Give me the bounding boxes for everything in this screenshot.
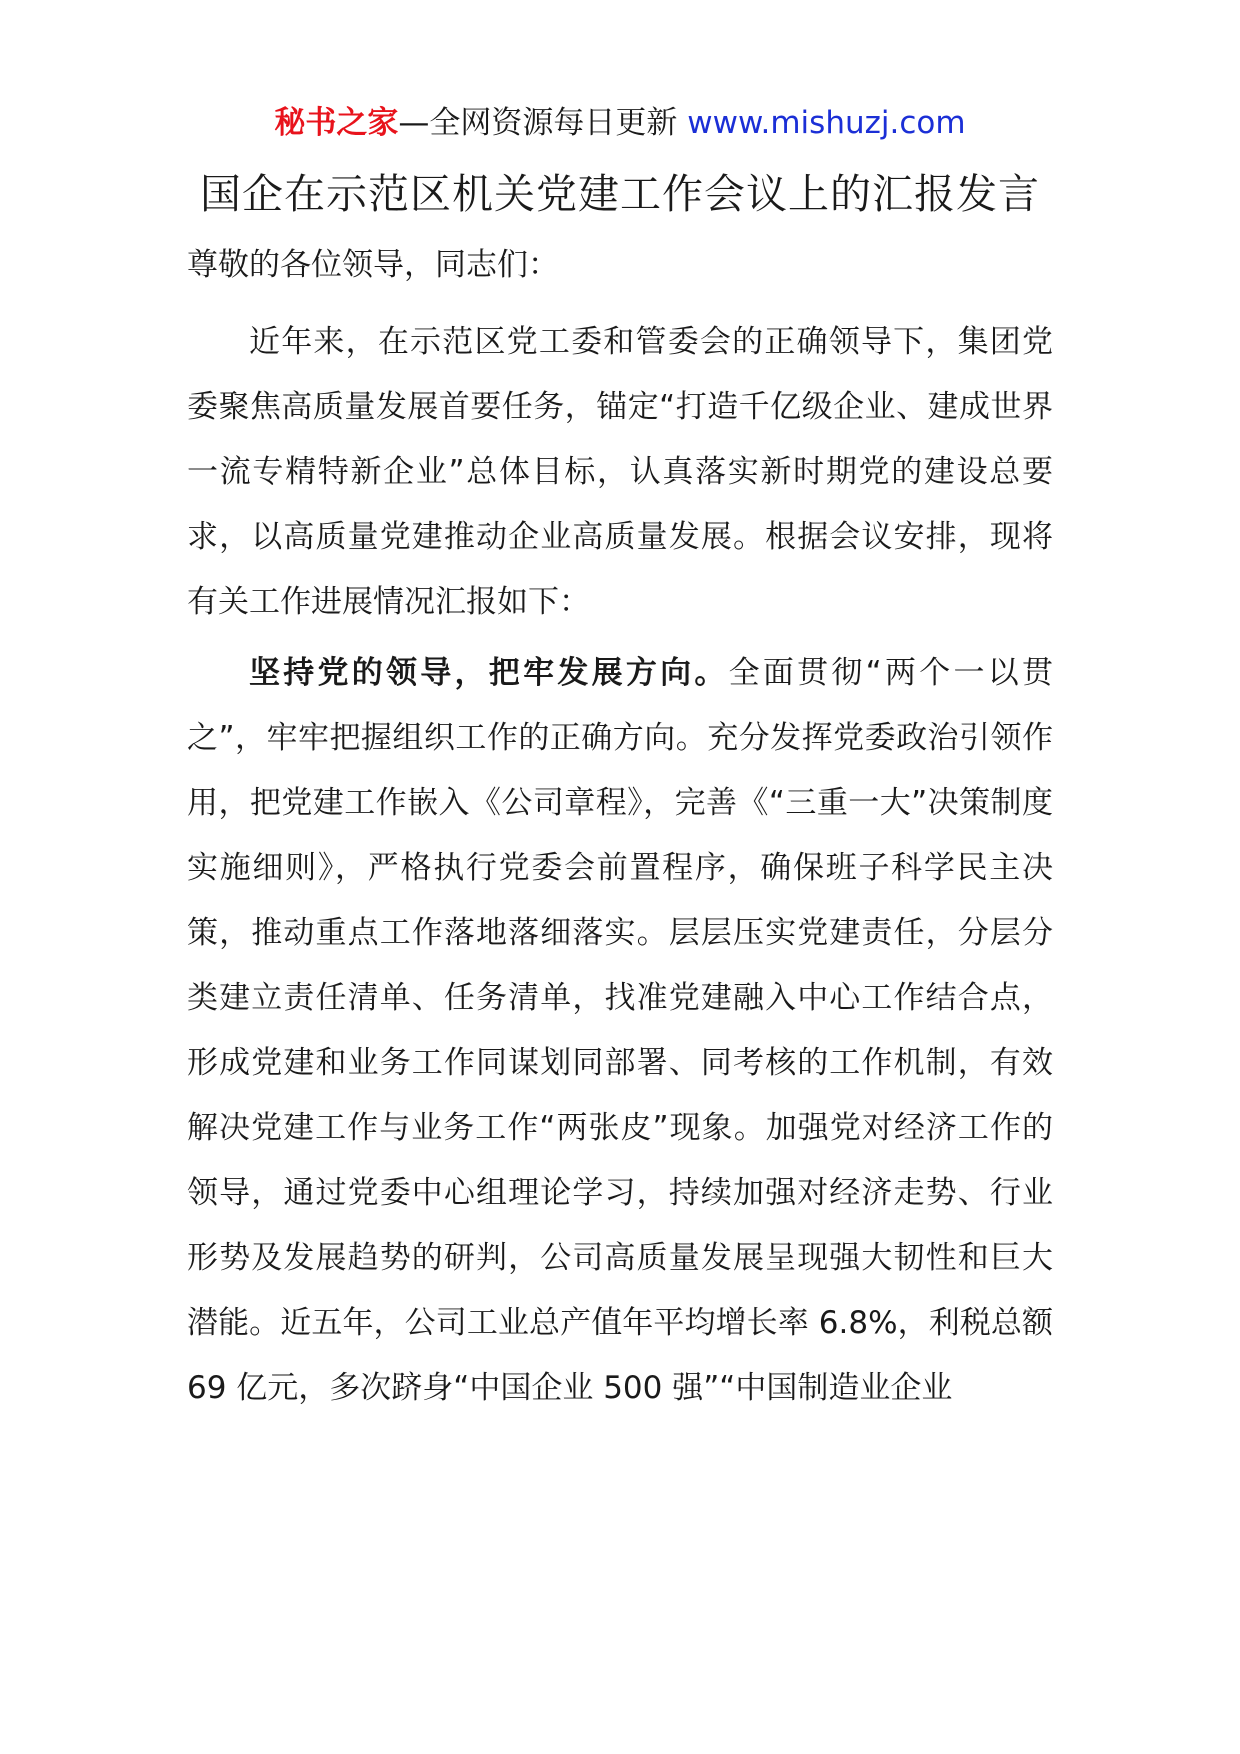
header-tagline: —全网资源每日更新 [398, 105, 678, 141]
paragraph-text: 全面贯彻“两个一以贯之”，牢牢把握组织工作的正确方向。充分发挥党委政治引领作用，把党建工作嵌入《公司章程》，完善《“三重一大”决策制度实施细则》，严格执行党委会前置程序，确保班子科学民主决策，推动重点工作落地落细落实。层层压实党建责任，分层分类建立责任清单、任务清单，找准党建融入中心工作结合点，形成党建和业务工作同谋划同部署、同考核的工作机制，有效解决党建工作与业务工作“两张皮”现象。加强党对经济工作的领导，通过党委中心组理论学习，持续加强对经济走势、行业形势及发展趋势的研判，公司高质量发展呈现强大韧性和巨大潜能。近五年，公司工业总产值年平均增长率 6.8%，利税总额69 亿元，多次跻身“中国企业 500 强”“中国制造业企业 [187, 655, 1054, 1406]
document-body [187, 233, 1053, 1427]
paragraph-text: 近年来，在示范区党工委和管委会的正确领导下，集团党委聚焦高质量发展首要任务，锚定“打造千亿级企业、建成世界一流专精特新企业”总体目标，认真落实新时期党的建设总要求，以高质量党建推动企业高质量发展。根据会议安排，现将有关工作进展情况汇报如下： [187, 324, 1053, 620]
paragraph-intro [187, 310, 1053, 635]
paragraph-party-leadership [187, 641, 1053, 1421]
paragraph-lead: 坚持党的领导，把牢发展方向。 [249, 655, 729, 691]
document-title: 国企在示范区机关党建工作会议上的汇报发言 [200, 170, 1040, 218]
brand-name: 秘书之家 [274, 105, 399, 141]
site-url-link[interactable]: www.mishuzj.com [687, 105, 966, 141]
site-header [0, 100, 1240, 146]
salutation: 尊敬的各位领导，同志们： [187, 247, 559, 283]
